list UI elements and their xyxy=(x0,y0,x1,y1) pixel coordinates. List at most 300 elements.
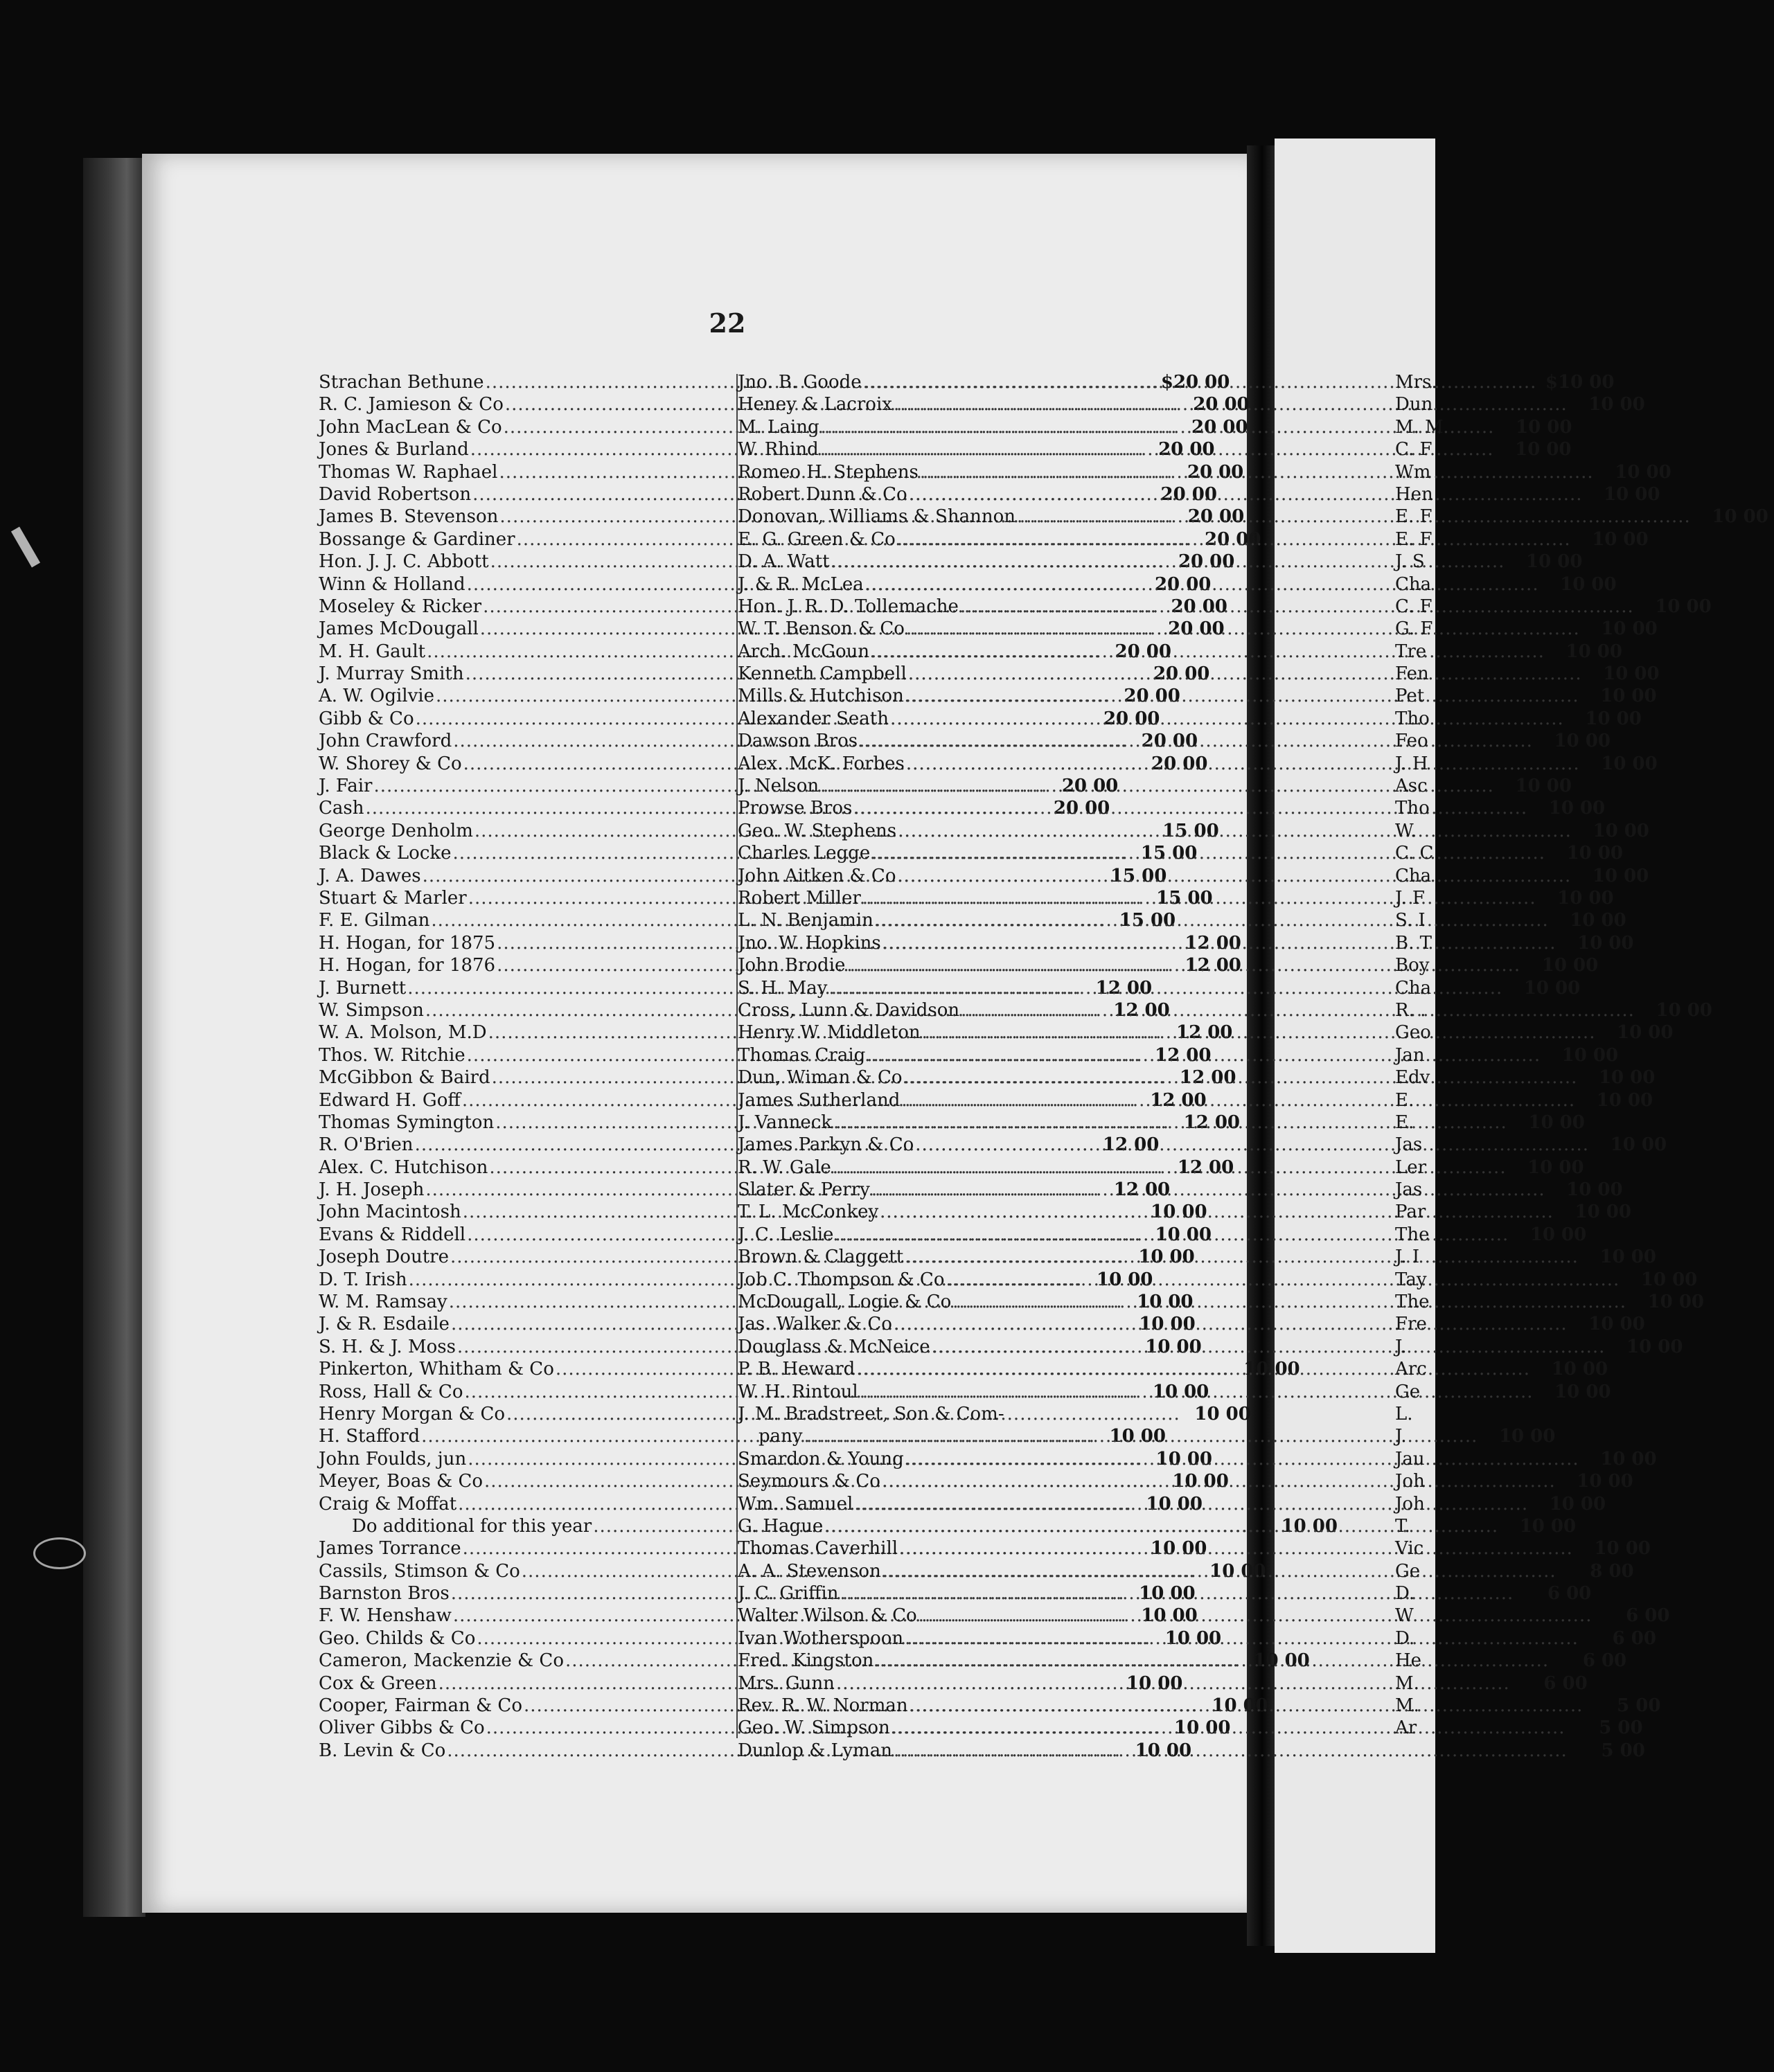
subscriber-name: James B. Stevenson xyxy=(319,506,499,528)
subscriber-name: John Brodie xyxy=(738,955,846,976)
subscription-amount: 10 00 xyxy=(1516,416,1572,438)
fragment-text: E. xyxy=(1395,1111,1414,1133)
subscriber-name: S. H. & J. Moss xyxy=(319,1336,456,1357)
dot-leader xyxy=(922,1021,1596,1044)
subscriber-name: Cooper, Fairman & Co xyxy=(319,1695,522,1717)
subscription-amount: 10 00 xyxy=(1194,1403,1251,1424)
subscription-amount: 10 00 xyxy=(1126,1672,1183,1694)
dot-leader xyxy=(871,1179,1545,1201)
dot-leader xyxy=(905,1627,1579,1650)
subscription-amount: 10 00 xyxy=(1281,1515,1338,1537)
subscriber-name: Walter Wilson & Co xyxy=(738,1605,917,1627)
dot-leader xyxy=(905,1448,1579,1470)
fragment-text: E. F xyxy=(1395,528,1432,550)
fragment-text: Jas xyxy=(1395,1134,1423,1156)
dot-leader xyxy=(905,685,1579,707)
fragment-text: Jas xyxy=(1395,1179,1423,1201)
subscription-amount: 10 00 xyxy=(1617,1022,1674,1044)
subscription-amount: 20 00 xyxy=(1151,753,1208,774)
fragment-text: Ge xyxy=(1395,1381,1421,1402)
subscriber-name: J. Burnett xyxy=(319,977,407,999)
subscriber-name: D. A. Watt xyxy=(738,551,830,573)
subscription-amount: 10 00 xyxy=(1172,1471,1229,1492)
fragment-text: Cha xyxy=(1395,865,1432,886)
dot-leader xyxy=(880,1201,1554,1223)
subscriber-name: Brown & Claggett xyxy=(738,1247,904,1268)
fragment-text: D. xyxy=(1395,1583,1415,1605)
dot-leader xyxy=(804,1425,1478,1447)
subscription-amount: 12 00 xyxy=(1155,1044,1212,1066)
subscriber-name: S. H. May xyxy=(738,977,828,999)
subscription-amount: 20 00 xyxy=(1124,686,1180,707)
subscriber-name: Robert Miller xyxy=(738,887,861,909)
dot-leader xyxy=(821,416,1495,438)
subscriber-name: Cox & Green xyxy=(319,1672,437,1694)
fragment-text: M. M xyxy=(1395,416,1444,438)
subscriber-name: A. A. Stevenson xyxy=(738,1560,881,1582)
subscriber-name: H. Hogan, for 1876 xyxy=(319,955,496,976)
subscription-amount: 20 00 xyxy=(1191,416,1248,438)
subscriber-name: W. A. Molson, M.D xyxy=(319,1022,487,1044)
subscription-amount: 6 00 xyxy=(1612,1627,1656,1649)
subscriber-name: Alex. McK. Forbes xyxy=(738,753,905,774)
subscription-amount: 20 00 xyxy=(1154,573,1212,595)
dot-leader xyxy=(890,708,1564,730)
subscription-amount: 20 00 xyxy=(1061,776,1119,797)
dot-leader xyxy=(899,1537,1573,1560)
dot-leader xyxy=(894,1313,1568,1335)
subscriber-name: Slater & Perry xyxy=(738,1179,870,1201)
subscriber-name: David Robertson xyxy=(319,483,472,505)
dot-leader xyxy=(960,596,1634,618)
subscriber-name: Charles Legge xyxy=(738,843,871,864)
subscription-amount: 10 00 xyxy=(1519,1515,1577,1537)
subscription-amount: 12 00 xyxy=(1095,977,1153,999)
fragment-text: Ler xyxy=(1395,1156,1427,1178)
subscriber-name: Winn & Holland xyxy=(319,573,465,595)
subscription-amount: 10 00 xyxy=(1598,1067,1656,1089)
dot-leader xyxy=(905,1246,1579,1268)
subscription-amount: 5 00 xyxy=(1599,1717,1643,1739)
subscriber-name: George Denholm xyxy=(319,820,473,841)
subscription-amount: 10 00 xyxy=(1560,573,1617,595)
subscriber-name: Dunlop & Lyman xyxy=(738,1740,893,1761)
subscriber-name: Cameron, Mackenzie & Co xyxy=(319,1650,564,1672)
fragment-text: Feo xyxy=(1395,731,1428,752)
subscription-amount: 20 00 xyxy=(1187,461,1244,483)
subscription-amount: 10 00 xyxy=(1570,910,1626,931)
subscriber-name: W. T. Benson & Co xyxy=(738,618,905,640)
subscriber-name: Prowse Bros xyxy=(738,798,853,819)
fragment-text: Ar xyxy=(1395,1717,1417,1739)
fragment-text: B. T xyxy=(1395,932,1432,954)
subscriber-name: R. C. Jamieson & Co xyxy=(319,394,504,416)
subscriber-name: Stuart & Marler xyxy=(319,887,467,909)
fragment-text: Jan xyxy=(1395,1044,1425,1066)
subscription-amount: 10 00 xyxy=(1593,820,1649,841)
subscriber-name: Fred. Kingston xyxy=(738,1650,874,1672)
subscriber-name: Arch. McGoun xyxy=(738,641,870,662)
subscriber-name: J. Fair xyxy=(319,776,373,797)
dot-leader xyxy=(909,483,1583,506)
subscription-amount: 10 00 xyxy=(1626,1336,1683,1357)
subscriber-name: B. Levin & Co xyxy=(319,1740,446,1761)
subscriber-name: John MacLean & Co xyxy=(319,416,502,438)
subscription-amount: 10 00 xyxy=(1585,708,1642,729)
subscriber-name: McDougall, Logie & Co xyxy=(738,1292,952,1313)
subscription-amount: 10 00 xyxy=(1155,1224,1212,1245)
dot-leader xyxy=(897,865,1571,887)
subscriber-name: Robert Dunn & Co xyxy=(738,483,907,505)
subscriber-name: Geo. W. Stephens xyxy=(738,820,897,841)
subscription-amount: 12 00 xyxy=(1102,1134,1160,1156)
subscriber-name: Gibb & Co xyxy=(319,708,414,729)
subscription-amount: 20 00 xyxy=(1103,708,1160,729)
dot-leader xyxy=(875,909,1549,931)
subscriber-row xyxy=(738,1403,1153,1425)
subscriber-name: Jas. Walker & Co xyxy=(738,1314,892,1335)
subscription-amount: 12 00 xyxy=(1150,1089,1207,1111)
dot-leader xyxy=(882,932,1556,954)
fragment-text: Cha xyxy=(1395,573,1432,595)
subscriber-name: Ross, Hall & Co xyxy=(319,1381,463,1402)
subscriber-name: James McDougall xyxy=(319,618,479,640)
fragment-text: Joh xyxy=(1395,1471,1425,1492)
subscriber-name: W. Simpson xyxy=(319,999,424,1021)
subscription-amount: 10 00 xyxy=(1656,999,1712,1021)
dot-leader xyxy=(871,641,1545,663)
subscriber-name: Do additional for this year xyxy=(352,1515,592,1537)
subscription-amount: 10 00 xyxy=(1498,1426,1556,1447)
subscription-amount: 10 00 xyxy=(1523,977,1581,999)
subscription-amount: 10 00 xyxy=(1588,1314,1645,1335)
fragment-text: J. xyxy=(1395,1336,1407,1357)
subscription-amount: 10 00 xyxy=(1526,551,1583,573)
fragment-text: He xyxy=(1395,1650,1422,1672)
fragment-text: S. I xyxy=(1395,910,1426,931)
fragment-text: Dun xyxy=(1395,394,1433,416)
subscription-amount: 10 00 xyxy=(1137,1292,1194,1313)
subscription-amount: 10 00 xyxy=(1109,1426,1166,1447)
fragment-text: Vic xyxy=(1395,1538,1424,1560)
subscription-amount: 10 00 xyxy=(1135,1740,1192,1761)
subscriber-name: Edward H. Goff xyxy=(319,1089,461,1111)
subscriber-name: Smardon & Young xyxy=(738,1448,904,1470)
subscriber-name: Black & Locke xyxy=(319,843,452,864)
subscription-amount: 10 00 xyxy=(1152,1381,1209,1402)
fragment-text: L. xyxy=(1395,1403,1413,1424)
subscription-amount: 10 00 xyxy=(1596,1089,1653,1111)
subscription-amount: 12 00 xyxy=(1183,1111,1241,1133)
subscriber-name: Evans & Riddell xyxy=(319,1224,466,1245)
subscriber-name: Donovan, Williams & Shannon xyxy=(738,506,1016,528)
subscriber-name: H. Hogan, for 1875 xyxy=(319,932,496,954)
subscriber-row xyxy=(738,999,1712,1021)
fragment-text: Tho xyxy=(1395,798,1430,819)
fragment-text: W xyxy=(1395,1605,1414,1627)
subscriber-name: H. Stafford xyxy=(319,1426,420,1447)
dot-leader xyxy=(882,1470,1556,1492)
subscription-amount: 10 00 xyxy=(1600,686,1657,707)
fragment-text: J. F xyxy=(1395,887,1425,909)
subscriber-name: Jones & Burland xyxy=(319,439,469,461)
subscription-amount: 12 00 xyxy=(1185,932,1241,954)
subscription-amount: 10 00 xyxy=(1529,1224,1587,1245)
subscriber-name: Douglass & McNeice xyxy=(738,1336,930,1357)
subscriber-name: G. Hague xyxy=(738,1515,824,1537)
subscriber-name: W. H. Rintoul xyxy=(738,1381,858,1402)
subscription-amount: 15 00 xyxy=(1162,820,1219,841)
subscriber-name: Cross, Lunn & Davidson xyxy=(738,999,960,1021)
fragment-text: Geo xyxy=(1395,1022,1431,1044)
subscription-amount: 10 00 xyxy=(1145,1336,1202,1357)
subscriber-name: L. N. Benjamin xyxy=(738,910,873,931)
dot-leader xyxy=(820,438,1494,461)
fragment-text: Par xyxy=(1395,1202,1426,1223)
subscription-amount: 15 00 xyxy=(1140,843,1198,864)
subscriber-name: R. O'Brien xyxy=(319,1134,414,1156)
subscription-amount: 10 00 xyxy=(1096,1269,1153,1290)
subscription-amount: 10 00 xyxy=(1599,1247,1656,1268)
dot-leader xyxy=(932,1336,1606,1358)
subscriber-name: Geo. W. Simpson xyxy=(738,1717,890,1739)
subscription-amount: 10 00 xyxy=(1174,1717,1231,1739)
subscriber-name: J. Nelson xyxy=(738,776,819,797)
subscription-amount: 10 00 xyxy=(1146,1493,1203,1515)
fragment-text: W. xyxy=(1395,820,1417,841)
subscriber-name: Hon. J. R. D. Tollemache xyxy=(738,596,959,617)
fragment-text: E. xyxy=(1395,1089,1414,1111)
fragment-text: Arc xyxy=(1395,1359,1427,1380)
subscription-amount: 8 00 xyxy=(1590,1560,1634,1582)
fragment-text: Cha xyxy=(1395,977,1432,999)
dot-leader xyxy=(961,999,1635,1021)
fragment-text: M. xyxy=(1395,1672,1419,1694)
dot-leader xyxy=(906,753,1580,775)
subscriber-name: Mrs. Gunn xyxy=(738,1672,835,1694)
subscriber-name: Henry W. Middleton xyxy=(738,1022,921,1044)
subscriber-name: pany xyxy=(759,1426,803,1447)
fragment-text: Hen xyxy=(1395,483,1433,505)
subscription-amount: 5 00 xyxy=(1617,1695,1661,1717)
subscriber-name: Cassils, Stimson & Co xyxy=(319,1560,520,1582)
subscriber-name: F. W. Henshaw xyxy=(319,1605,452,1627)
subscriber-name: Mills & Hutchison xyxy=(738,686,904,707)
subscription-amount: 20 00 xyxy=(1205,528,1261,550)
subscription-amount: 6 00 xyxy=(1626,1605,1670,1627)
subscription-amount: 10 00 xyxy=(1600,1448,1657,1470)
subscription-amount: 10 00 xyxy=(1577,1471,1633,1492)
subscription-amount: 12 00 xyxy=(1180,1067,1236,1089)
subscriber-name: Kenneth Campbell xyxy=(738,663,907,685)
fragment-text: J. I xyxy=(1395,1247,1420,1268)
subscription-amount: 10 00 xyxy=(1209,1560,1266,1582)
subscription-amount: 10 00 xyxy=(1150,1538,1207,1560)
subscription-amount: 10 00 xyxy=(1243,1359,1300,1380)
subscriber-name: John Crawford xyxy=(319,731,452,752)
subscriber-name: J. Murray Smith xyxy=(319,663,464,685)
subscription-amount: 10 00 xyxy=(1551,1359,1608,1380)
subscription-amount: 10 00 xyxy=(1139,1314,1196,1335)
dot-leader xyxy=(871,842,1545,864)
paper-speck xyxy=(33,1537,86,1569)
subscription-amount: 5 00 xyxy=(1601,1740,1645,1761)
subscription-amount: 12 00 xyxy=(1113,1179,1171,1201)
dot-leader xyxy=(908,663,1582,685)
fragment-text: Edv xyxy=(1395,1067,1430,1089)
subscriber-name: Alexander Seath xyxy=(738,708,889,729)
subscriber-name: T. L. McConkey xyxy=(738,1202,879,1223)
subscriber-name: Geo. Childs & Co xyxy=(319,1627,476,1649)
dot-leader xyxy=(946,1269,1620,1291)
subscriber-name: Bossange & Gardiner xyxy=(319,528,515,550)
subscription-amount: 10 00 xyxy=(1566,1179,1623,1201)
subscriber-name: J. A. Dawes xyxy=(319,865,421,886)
subscription-amount: 20 00 xyxy=(1171,596,1227,617)
subscriber-name: Jno. B. Goode xyxy=(738,372,862,393)
subscription-amount: 6 00 xyxy=(1582,1650,1627,1672)
subscriber-name: J. & R. McLea xyxy=(738,573,864,595)
subscription-amount: 10 00 xyxy=(1577,932,1634,954)
fragment-text: C. F xyxy=(1395,439,1432,461)
subscriber-name: M. H. Gault xyxy=(319,641,426,662)
subscription-amount: 20 00 xyxy=(1187,506,1245,528)
subscription-amount: 10 00 xyxy=(1712,506,1768,528)
fragment-text: G. F xyxy=(1395,618,1433,640)
subscription-amount: 12 00 xyxy=(1177,1156,1234,1178)
subscription-amount: 10 00 xyxy=(1212,1695,1268,1717)
dot-leader xyxy=(820,775,1494,797)
subscriber-name: W. Rhind xyxy=(738,439,819,461)
fragment-text: Tre xyxy=(1395,641,1427,662)
subscription-amount: 10 00 xyxy=(1594,1538,1651,1560)
fragment-text: Asc xyxy=(1395,776,1428,797)
subscription-amount: 10 00 xyxy=(1253,1650,1310,1672)
subscriber-name: J. M. Bradstreet, Son & Com- xyxy=(738,1403,1004,1424)
subscription-amount: 10 00 xyxy=(1151,1202,1207,1223)
subscriber-row xyxy=(738,1425,1556,1447)
subscription-amount: 10 00 xyxy=(1640,1269,1698,1290)
subscriber-name: Henry Morgan & Co xyxy=(319,1403,506,1424)
subscription-amount: 10 00 xyxy=(1610,1134,1667,1156)
dot-leader xyxy=(1017,506,1691,528)
subscription-amount: 10 00 xyxy=(1588,394,1645,416)
subscription-amount: 20 00 xyxy=(1178,551,1235,573)
subscription-amount: 10 00 xyxy=(1141,1605,1198,1627)
subscriber-name: Meyer, Boas & Co xyxy=(319,1471,484,1492)
subscription-amount: 10 00 xyxy=(1527,1156,1584,1178)
fragment-text: C. C xyxy=(1395,843,1434,864)
fragment-text: D. xyxy=(1395,1627,1415,1649)
subscriber-name: Seymours & Co xyxy=(738,1471,880,1492)
subscriber-name: Thomas Caverhill xyxy=(738,1538,898,1560)
subscriber-name: J. C. Leslie xyxy=(738,1224,834,1245)
subscriber-name: Jno. W. Hopkins xyxy=(738,932,881,954)
fragment-text: Tho xyxy=(1395,708,1430,729)
subscription-amount: 15 00 xyxy=(1119,910,1176,931)
subscription-amount: 10 00 xyxy=(1604,483,1660,505)
fragment-text: Boy xyxy=(1395,955,1430,976)
page-number: 22 xyxy=(709,307,746,339)
fragment-text: T. xyxy=(1395,1515,1410,1537)
fragment-text: C. F xyxy=(1395,596,1432,617)
subscription-amount: 10 00 xyxy=(1601,753,1658,774)
subscription-amount: 12 00 xyxy=(1185,955,1241,976)
subscriber-name: P. B. Heward xyxy=(738,1359,855,1380)
subscriber-name: James Parkyn & Co xyxy=(738,1134,914,1156)
fragment-text: E. F xyxy=(1395,506,1432,528)
subscription-amount: 20 00 xyxy=(1193,394,1250,416)
subscription-amount: 15 00 xyxy=(1110,865,1167,886)
subscriber-name: R. W. Gale xyxy=(738,1156,831,1178)
fragment-text: The xyxy=(1395,1292,1430,1313)
fragment-text: Tay xyxy=(1395,1269,1427,1290)
subscriber-name: John Foulds, jun xyxy=(319,1448,467,1470)
subscription-amount: 20 00 xyxy=(1153,663,1210,685)
dot-leader xyxy=(894,1740,1568,1762)
dot-leader xyxy=(910,1695,1584,1717)
subscription-amount: 10 00 xyxy=(1554,731,1611,752)
subscription-amount: 10 00 xyxy=(1138,1247,1195,1268)
fragment-text: Jau xyxy=(1395,1448,1425,1470)
dot-leader xyxy=(894,393,1568,416)
subscription-amount: 10 00 xyxy=(1528,1111,1585,1133)
subscription-amount: 20 00 xyxy=(1115,641,1171,662)
subscriber-name: A. W. Ogilvie xyxy=(319,686,434,707)
subscriber-name: D. T. Irish xyxy=(319,1269,407,1290)
fragment-text: Fen xyxy=(1395,663,1429,685)
subscription-amount: 10 00 xyxy=(1515,439,1572,461)
subscriber-name: J. Vanneck xyxy=(738,1111,833,1133)
subscriber-name: J. & R. Esdaile xyxy=(319,1314,450,1335)
subscription-amount: 20 00 xyxy=(1160,483,1217,505)
paper-speck xyxy=(11,527,40,568)
fragment-text: M. xyxy=(1395,1695,1419,1717)
subscription-amount: 15 00 xyxy=(1156,887,1213,909)
subscriber-name: Thos. W. Ritchie xyxy=(319,1044,465,1066)
subscription-amount: $10 00 xyxy=(1545,372,1615,393)
subscription-amount: 10 00 xyxy=(1575,1202,1631,1223)
dot-leader xyxy=(897,528,1571,551)
subscriber-name: Strachan Bethune xyxy=(319,372,484,393)
dot-leader xyxy=(920,461,1594,483)
subscriber-name: Craig & Moffat xyxy=(319,1493,457,1515)
subscription-amount: 10 00 xyxy=(1655,596,1712,617)
dot-leader xyxy=(882,1560,1556,1582)
subscriber-name: J. H. Joseph xyxy=(319,1179,425,1201)
subscriber-name: W. Shorey & Co xyxy=(319,753,462,774)
fragment-text: J. H xyxy=(1395,753,1428,774)
subscription-amount: 10 00 xyxy=(1541,955,1599,976)
subscriber-name: Ivan Wotherspoon xyxy=(738,1627,904,1649)
subscription-amount: 10 00 xyxy=(1155,1448,1213,1470)
dot-leader xyxy=(892,1717,1565,1739)
subscriber-name: W. M. Ramsay xyxy=(319,1292,447,1313)
subscription-amount: 10 00 xyxy=(1557,887,1614,909)
subscriber-name: Job C. Thompson & Co xyxy=(738,1269,945,1290)
subscription-amount: 20 00 xyxy=(1141,731,1198,752)
subscriber-row xyxy=(738,1336,1683,1358)
fragment-text: Ge xyxy=(1395,1560,1421,1582)
subscription-amount: 10 00 xyxy=(1647,1292,1705,1313)
next-page-fragments xyxy=(1395,371,1444,1740)
dot-leader xyxy=(904,1066,1578,1089)
subscription-amount: 20 00 xyxy=(1053,798,1110,819)
subscription-amount: 10 00 xyxy=(1164,1627,1222,1649)
subscription-amount: 12 00 xyxy=(1113,999,1170,1021)
subscription-amount: 20 00 xyxy=(1168,618,1225,640)
subscriber-name: Thomas W. Raphael xyxy=(319,461,498,483)
